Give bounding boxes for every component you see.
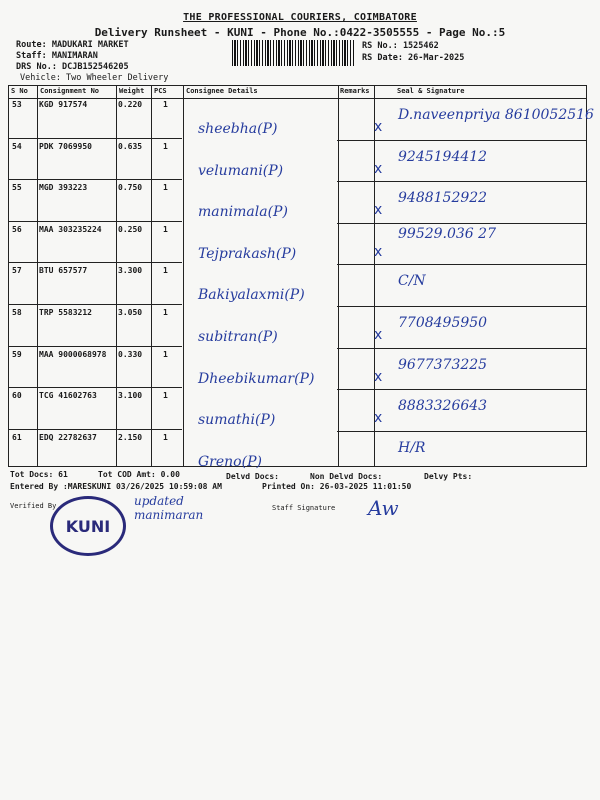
row-pcs: 1	[163, 141, 168, 151]
row-weight: 3.050	[118, 308, 143, 317]
row-remark-mark: x	[374, 410, 383, 427]
kuni-stamp	[50, 496, 126, 556]
col-sno: S No	[11, 87, 28, 95]
row-divider	[8, 262, 182, 263]
row-signature: 8883326643	[398, 398, 488, 415]
entered-by: Entered By :MARESKUNI 03/26/2025 10:59:08 AM	[10, 482, 222, 491]
row-consignee: subitran(P)	[198, 329, 278, 345]
staff-signature-mark: Aw	[368, 496, 399, 520]
row-divider	[8, 304, 182, 305]
row-consignment-no: TRP 5583212	[39, 308, 92, 317]
company-name: THE PROFESSIONAL COURIERS, COIMBATORE	[183, 12, 417, 23]
row-weight: 0.330	[118, 349, 143, 359]
row-consignment-no: MGD 393223	[39, 183, 88, 193]
row-pcs: 1	[163, 224, 168, 234]
row-signature: 99529.036 27	[398, 225, 496, 242]
col-pcs: PCS	[154, 87, 167, 95]
row-divider	[337, 264, 587, 265]
row-signature: 9677373225	[398, 356, 488, 373]
row-divider	[8, 221, 182, 222]
row-divider	[8, 346, 182, 347]
handwritten-note: updated manimaran	[134, 494, 204, 522]
row-consignee: Greno(P)	[198, 453, 262, 470]
delivered-docs: Delvd Docs:	[226, 472, 279, 481]
drs-number: DRS No.: DCJB152546205	[16, 62, 129, 72]
row-sno: 56	[12, 224, 22, 234]
runsheet-title: Delivery Runsheet - KUNI - Phone No.:0422-3505555 - Page No.:5	[94, 26, 506, 39]
row-weight: 0.635	[118, 141, 143, 151]
row-consignment-no: MAA 303235224	[39, 224, 102, 234]
staff-signature-label: Staff Signature	[272, 504, 336, 512]
row-signature: 9245194412	[398, 148, 488, 165]
non-delivered-docs: Non Delvd Docs:	[310, 472, 383, 481]
row-divider	[8, 429, 182, 430]
row-consignee: Dheebikumar(P)	[198, 370, 315, 387]
row-pcs: 1	[163, 308, 168, 317]
row-pcs: 1	[163, 349, 168, 359]
delivery-points: Delvy Pts:	[424, 472, 473, 481]
row-pcs: 1	[163, 183, 168, 193]
col-remarks: Remarks	[340, 87, 370, 95]
row-divider	[337, 306, 587, 307]
row-weight: 0.750	[118, 183, 143, 193]
route-text: Route: MADUKARI MARKET	[16, 40, 129, 50]
rs-date: RS Date: 26-Mar-2025	[362, 53, 465, 63]
row-divider	[337, 181, 587, 182]
row-weight: 0.220	[118, 100, 143, 109]
barcode	[232, 40, 354, 66]
row-weight: 0.250	[118, 224, 143, 234]
row-divider	[337, 431, 587, 432]
runsheet-table	[8, 85, 587, 467]
col-consignment: Consignment No	[40, 87, 100, 95]
row-consignee: manimala(P)	[198, 204, 288, 221]
total-cod: Tot COD Amt: 0.00	[98, 470, 180, 479]
row-consignment-no: KGD 917574	[39, 100, 88, 109]
total-docs: Tot Docs: 61	[10, 470, 68, 479]
vehicle-text: Vehicle: Two Wheeler Delivery	[20, 73, 169, 83]
row-sno: 59	[12, 349, 22, 359]
row-consignment-no: BTU 657577	[39, 266, 88, 276]
stamp-text: KUNI	[65, 516, 111, 536]
row-signature: 7708495950	[398, 315, 488, 331]
row-remark-mark: x	[374, 119, 383, 135]
row-divider	[8, 138, 182, 139]
row-signature: D.naveenpriya 8610052516	[398, 107, 594, 123]
staff-text: Staff: MANIMARAN	[16, 51, 98, 61]
col-consignee: Consignee Details	[186, 87, 258, 95]
row-consignment-no: PDK 7069950	[39, 141, 92, 151]
row-divider	[337, 223, 587, 224]
row-sno: 60	[12, 391, 22, 401]
row-remark-mark: x	[374, 202, 383, 219]
row-divider	[337, 348, 587, 349]
row-pcs: 1	[163, 100, 168, 109]
row-consignment-no: EDQ 22782637	[39, 432, 97, 442]
row-consignment-no: MAA 9000068978	[39, 349, 107, 359]
row-consignee: sheebha(P)	[198, 121, 278, 137]
row-sno: 58	[12, 308, 22, 317]
row-divider	[8, 179, 182, 180]
printed-on: Printed On: 26-03-2025 11:01:50	[262, 482, 412, 491]
col-seal-signature: Seal & Signature	[397, 87, 465, 95]
row-sno: 61	[12, 432, 22, 442]
row-signature: 9488152922	[398, 190, 488, 207]
verified-by: Verified By	[10, 502, 57, 510]
row-sno: 55	[12, 183, 22, 193]
row-remark-mark: x	[374, 243, 383, 260]
row-remark-mark: x	[374, 327, 383, 343]
row-consignee: velumani(P)	[198, 162, 284, 179]
row-divider	[337, 140, 587, 141]
row-weight: 3.300	[118, 266, 143, 276]
row-pcs: 1	[163, 266, 168, 276]
row-signature: C/N	[398, 273, 426, 290]
row-divider	[337, 389, 587, 390]
row-consignee: Bakiyalaxmi(P)	[198, 287, 305, 304]
row-sno: 53	[12, 100, 22, 109]
row-pcs: 1	[163, 432, 168, 442]
row-remark-mark: x	[374, 368, 383, 385]
row-divider	[8, 387, 182, 388]
row-pcs: 1	[163, 391, 168, 401]
row-consignee: sumathi(P)	[198, 412, 276, 429]
row-weight: 2.150	[118, 432, 143, 442]
row-consignee: Tejprakash(P)	[198, 245, 297, 262]
row-remark-mark: x	[374, 160, 383, 177]
row-sno: 57	[12, 266, 22, 276]
row-weight: 3.100	[118, 391, 143, 401]
row-sno: 54	[12, 141, 22, 151]
col-weight: Weight	[119, 87, 145, 95]
row-consignment-no: TCG 41602763	[39, 391, 97, 401]
rs-number: RS No.: 1525462	[362, 41, 439, 51]
row-signature: H/R	[398, 439, 426, 456]
